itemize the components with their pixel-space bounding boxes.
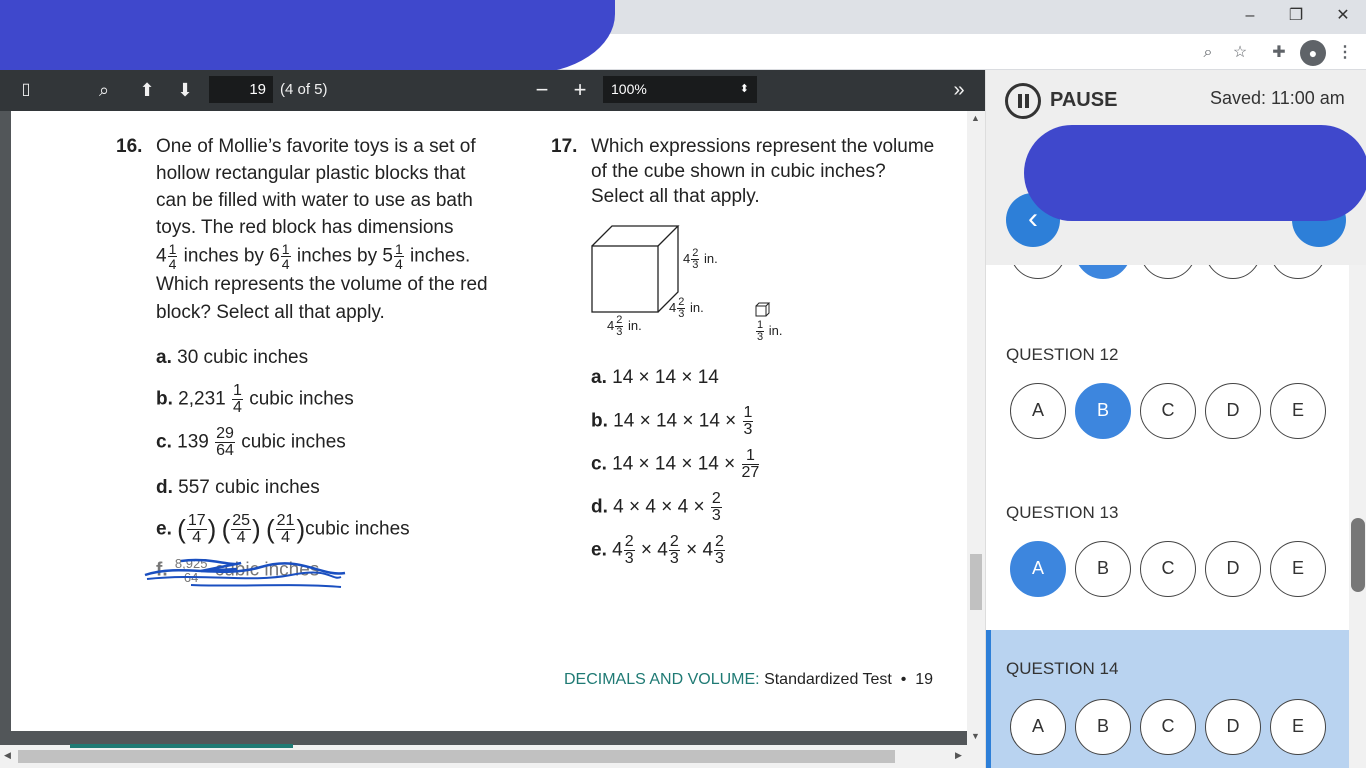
redaction-mark <box>1024 125 1366 221</box>
cube-height-label: 4 $\frac{2}{3}$ in. <box>683 247 718 271</box>
q13-option-d[interactable]: D <box>1205 541 1261 597</box>
answer-16c: c. 139 $\frac{29}{64}$ cubic inches <box>156 425 346 459</box>
extension-icon[interactable]: ✚ <box>1272 44 1286 61</box>
answer-17c: c. 14 × 14 × 14 × $\frac{1}{27}$ <box>591 447 760 481</box>
previous-page-icon[interactable]: ⬆ <box>139 80 155 100</box>
problem-16-line-5: Which represents the volume of the red <box>156 274 488 295</box>
option-partial[interactable] <box>1075 265 1131 279</box>
answer-16b: b. 2,231 $\frac{1}{4}$ cubic inches <box>156 382 354 416</box>
small-cube-label: $\frac{1}{3}$ in. <box>757 319 783 343</box>
zoom-icon[interactable]: ⌕ <box>1203 44 1213 61</box>
q13-option-b[interactable]: B <box>1075 541 1131 597</box>
pause-button[interactable]: PAUSE <box>1050 89 1118 111</box>
menu-icon[interactable]: ⋮ <box>1337 44 1353 61</box>
q13-option-c[interactable]: C <box>1140 541 1196 597</box>
cube-depth-label: 4 $\frac{2}{3}$ in. <box>669 296 704 320</box>
zoom-select[interactable] <box>603 76 757 103</box>
problem-17-line-3: Select all that apply. <box>591 186 760 207</box>
question-14-title: QUESTION 14 <box>1006 659 1119 678</box>
problem-16-line-2: hollow rectangular plastic blocks that <box>156 163 466 184</box>
problem-16-line-3: can be filled with water to use as bath <box>156 190 473 211</box>
problem-17-number: 17. <box>551 136 578 157</box>
page-number-input[interactable]: 19 <box>209 76 273 103</box>
more-actions-icon[interactable]: » <box>953 79 965 101</box>
problem-16-line-1: One of Mollie’s favorite toys is a set of <box>156 136 476 157</box>
q12-option-e[interactable]: E <box>1270 383 1326 439</box>
zoom-value: 100% <box>611 81 647 97</box>
scribble-annotation <box>141 553 351 593</box>
close-window-button[interactable]: ✕ <box>1336 7 1350 24</box>
answer-17b: b. 14 × 14 × 14 × $\frac{1}{3}$ <box>591 404 753 438</box>
q14-option-d[interactable]: D <box>1205 699 1261 755</box>
option-partial[interactable] <box>1140 265 1196 279</box>
q12-option-a[interactable]: A <box>1010 383 1066 439</box>
star-icon[interactable]: ☆ <box>1232 44 1248 61</box>
problem-16-number: 16. <box>116 136 143 157</box>
restore-button[interactable]: ❐ <box>1288 7 1304 24</box>
q14-option-b[interactable]: B <box>1075 699 1131 755</box>
question-list <box>986 265 1349 768</box>
next-page-icon[interactable]: ⬇ <box>177 80 193 100</box>
scroll-up-icon[interactable]: ▲ <box>971 113 980 123</box>
profile-icon[interactable]: ● <box>1300 40 1326 66</box>
page-count: (4 of 5) <box>280 81 328 98</box>
pdf-horizontal-scroll-thumb[interactable] <box>18 750 895 763</box>
page-footer: DECIMALS AND VOLUME: Standardized Test • 19 <box>564 671 934 688</box>
q13-option-a[interactable]: A <box>1010 541 1066 597</box>
problem-17-line-1: Which expressions represent the volume <box>591 136 935 157</box>
previous-question-button[interactable]: ‹ <box>1006 193 1060 247</box>
problem-16-dimensions: 4 $\frac{1}{4}$ inches by 6 $\frac{1}{4}$ inches by 5 $\frac{1}{4}$ inches. <box>156 241 471 272</box>
problem-16-line-4: toys. The red block has dimensions <box>156 217 454 238</box>
saved-status: Saved: 11:00 am <box>1210 88 1345 108</box>
q12-option-b[interactable]: B <box>1075 383 1131 439</box>
pause-icon[interactable] <box>1005 83 1041 119</box>
answer-17e: e. 4 $\frac{2}{3}$ × 4 $\frac{2}{3}$ × 4 $\frac{2}{3}$ <box>591 533 724 567</box>
pdf-horizontal-scrollbar[interactable] <box>0 745 985 768</box>
q13-option-e[interactable]: E <box>1270 541 1326 597</box>
sidebar-toggle-icon[interactable]: ▯ <box>21 81 31 98</box>
q14-option-e[interactable]: E <box>1270 699 1326 755</box>
answer-16d: d. 557 cubic inches <box>156 477 320 498</box>
zoom-in-button[interactable]: + <box>573 77 587 102</box>
problem-16-line-6: block? Select all that apply. <box>156 302 385 323</box>
scroll-down-icon[interactable]: ▼ <box>971 731 980 741</box>
zoom-out-button[interactable]: − <box>535 77 549 102</box>
q14-option-c[interactable]: C <box>1140 699 1196 755</box>
progress-indicator <box>70 744 293 748</box>
q14-option-a[interactable]: A <box>1010 699 1066 755</box>
option-partial[interactable] <box>1205 265 1261 279</box>
answer-17a: a. 14 × 14 × 14 <box>591 367 719 388</box>
answer-16e: e. ( $\frac{17}{4}$ ) ( $\frac{25}{4}$ ) ( $\frac{21}{4}$ )cubic inches <box>156 512 410 546</box>
minimize-button[interactable]: – <box>1245 7 1255 24</box>
panel-scroll-thumb[interactable] <box>1351 518 1365 592</box>
pdf-toolbar <box>0 70 985 111</box>
pdf-vertical-scroll-thumb[interactable] <box>970 554 982 610</box>
chevron-updown-icon: ⬍ <box>739 83 749 95</box>
panel-header <box>986 70 1366 265</box>
answer-17d: d. 4 × 4 × 4 × $\frac{2}{3}$ <box>591 490 721 524</box>
scroll-right-icon[interactable]: ▶ <box>955 750 962 760</box>
pdf-viewport <box>0 111 985 768</box>
question-13-title: QUESTION 13 <box>1006 503 1119 522</box>
option-partial[interactable] <box>1270 265 1326 279</box>
q12-option-c[interactable]: C <box>1140 383 1196 439</box>
option-partial[interactable] <box>1010 265 1066 279</box>
cube-width-label: 4 $\frac{2}{3}$ in. <box>607 314 642 338</box>
redaction-mark <box>0 0 615 74</box>
panel-scrollbar[interactable] <box>1349 265 1366 768</box>
answer-16a: a. 30 cubic inches <box>156 347 309 368</box>
answer-panel <box>985 70 1366 768</box>
scroll-left-icon[interactable]: ◀ <box>4 750 11 760</box>
search-icon[interactable]: ⌕ <box>98 80 110 100</box>
problem-17-line-2: of the cube shown in cubic inches? <box>591 161 886 182</box>
q12-option-d[interactable]: D <box>1205 383 1261 439</box>
question-12-title: QUESTION 12 <box>1006 345 1119 364</box>
answer-16f-crossed-out: f. $\frac{8,925}{64}$ cubic inches <box>156 556 320 585</box>
pdf-vertical-scrollbar[interactable] <box>967 111 985 745</box>
pdf-page <box>11 111 967 731</box>
